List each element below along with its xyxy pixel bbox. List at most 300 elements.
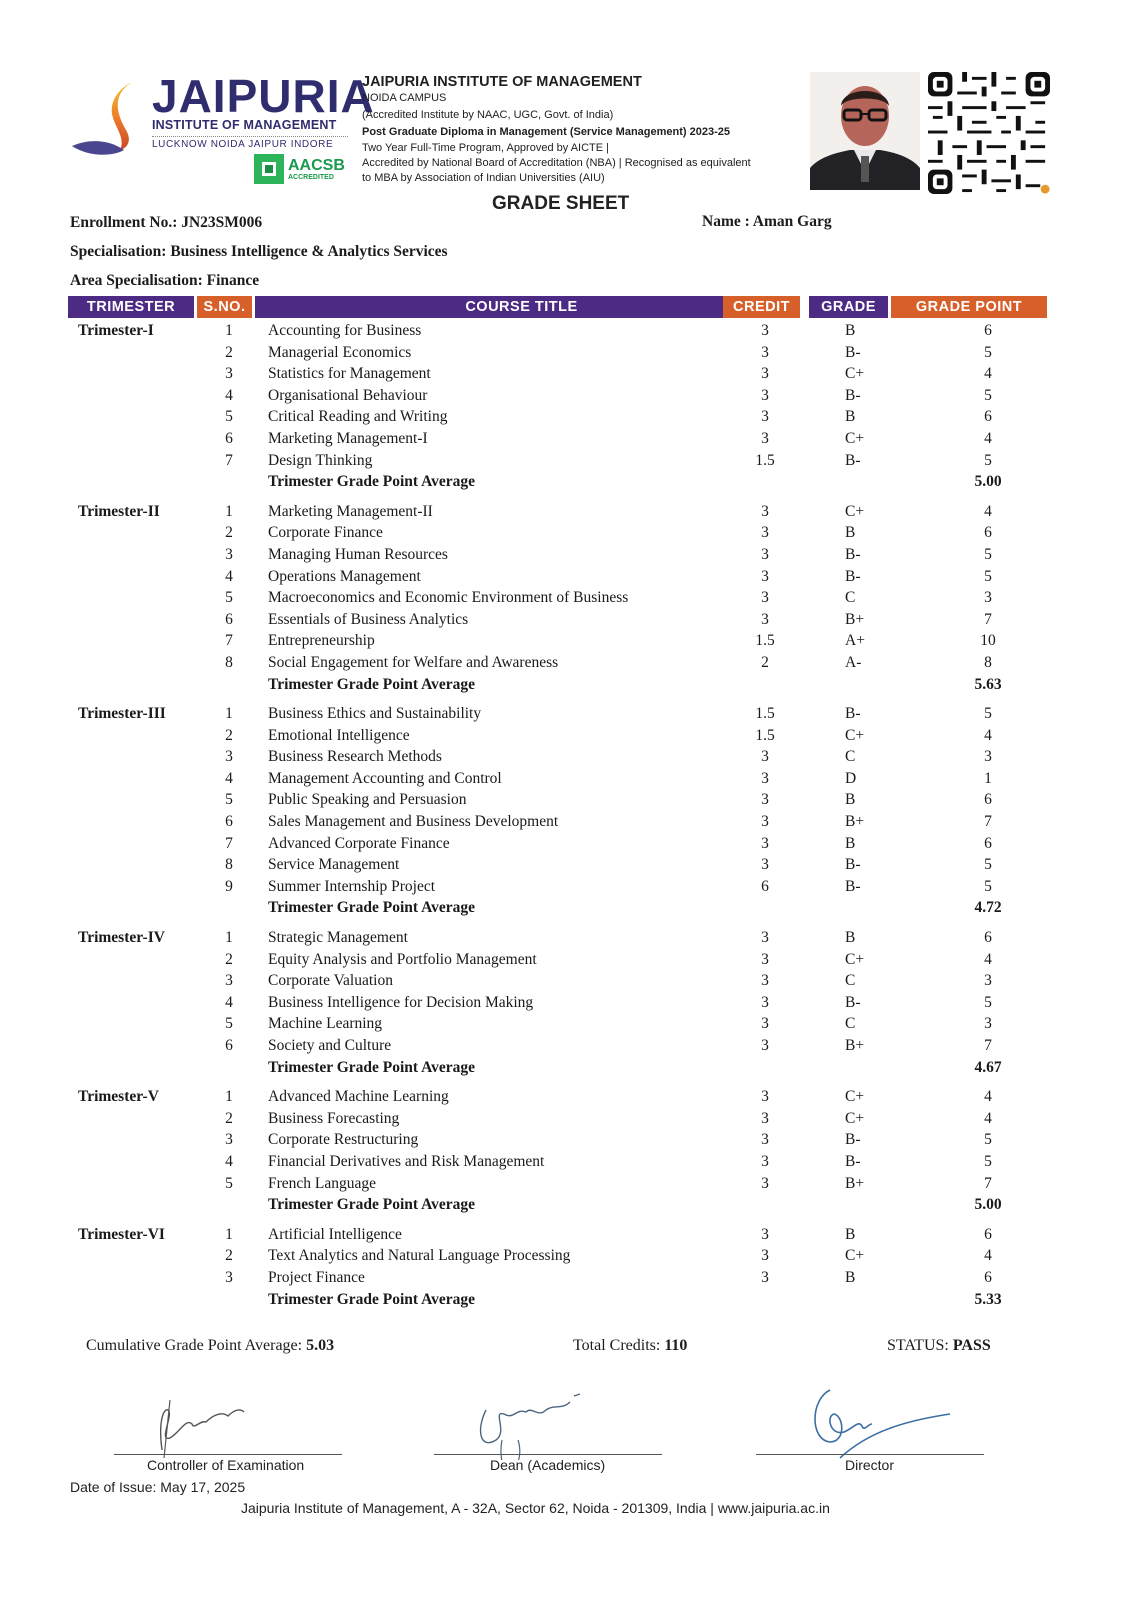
document-title: GRADE SHEET xyxy=(492,193,630,214)
course-sno: 4 xyxy=(225,386,233,404)
course-credit: 1.5 xyxy=(755,632,775,650)
course-row xyxy=(0,1267,1137,1289)
course-title: Advanced Corporate Finance xyxy=(268,834,450,852)
header-credit: CREDIT xyxy=(723,296,800,318)
course-title: Emotional Intelligence xyxy=(268,726,410,744)
course-sno: 5 xyxy=(225,1015,233,1033)
logo-wordmark: JAIPURIA xyxy=(152,70,375,122)
header-course-title: COURSE TITLE xyxy=(255,296,788,318)
course-row xyxy=(0,1151,1137,1173)
course-grade: C+ xyxy=(845,429,865,447)
qr-code-icon xyxy=(928,72,1050,194)
institute-logo xyxy=(70,70,375,192)
program-name: Post Graduate Diploma in Management (Service Management) 2023-25 xyxy=(362,126,731,138)
trimester-average-row xyxy=(0,471,1137,493)
course-credit: 3 xyxy=(761,386,769,404)
issue-date: Date of Issue: May 17, 2025 xyxy=(70,1479,246,1495)
accreditation-line: (Accredited Institute by NAAC, UGC, Govt. of India) xyxy=(362,109,614,121)
course-row xyxy=(0,501,1137,523)
course-grade: C+ xyxy=(845,1247,865,1265)
course-grade-point: 4 xyxy=(984,365,992,383)
course-sno: 2 xyxy=(225,1247,233,1265)
course-grade: C+ xyxy=(845,950,865,968)
course-grade: C+ xyxy=(845,365,865,383)
course-credit: 3 xyxy=(761,610,769,628)
aacsb-label: AACSB xyxy=(288,156,345,174)
course-grade-point: 7 xyxy=(984,813,992,831)
course-title: Marketing Management-I xyxy=(268,429,428,447)
course-row xyxy=(0,566,1137,588)
qr-code[interactable] xyxy=(928,72,1050,194)
course-credit: 3 xyxy=(761,322,769,339)
course-sno: 5 xyxy=(225,589,233,607)
trimester-block xyxy=(0,320,1137,493)
course-sno: 6 xyxy=(225,429,233,447)
course-credit: 3 xyxy=(761,1109,769,1127)
specialisation: Specialisation: Business Intelligence & Analytics Services xyxy=(70,243,448,260)
course-grade: B- xyxy=(845,877,861,895)
header-sno: S.NO. xyxy=(197,296,252,318)
course-row xyxy=(0,428,1137,450)
course-credit: 3 xyxy=(761,993,769,1011)
course-title: Organisational Behaviour xyxy=(268,386,428,404)
course-row xyxy=(0,811,1137,833)
course-grade-point: 4 xyxy=(984,726,992,744)
trimester-block xyxy=(0,703,1137,919)
course-sno: 3 xyxy=(225,545,233,563)
course-title: Text Analytics and Natural Language Processing xyxy=(268,1247,571,1265)
course-title: Business Research Methods xyxy=(268,748,442,766)
course-title: Society and Culture xyxy=(268,1037,392,1054)
course-title: Managerial Economics xyxy=(268,343,412,361)
course-sno: 5 xyxy=(225,1174,233,1192)
course-title: Advanced Machine Learning xyxy=(268,1088,449,1106)
course-row xyxy=(0,854,1137,876)
director-signature-line xyxy=(756,1454,984,1455)
course-title: Business Ethics and Sustainability xyxy=(268,705,482,723)
course-credit: 2 xyxy=(761,653,769,671)
course-grade-point: 5 xyxy=(984,993,992,1011)
trimester-average-row xyxy=(0,1194,1137,1216)
course-grade: A+ xyxy=(845,632,865,650)
course-grade-point: 5 xyxy=(984,343,992,361)
course-title: Essentials of Business Analytics xyxy=(268,610,469,628)
course-credit: 3 xyxy=(761,1247,769,1265)
course-grade-point: 5 xyxy=(984,1152,992,1170)
controller-signature-line xyxy=(114,1454,342,1455)
course-grade: B- xyxy=(845,856,861,874)
trimester-block xyxy=(0,501,1137,695)
trimester-name: Trimester-II xyxy=(78,502,160,520)
trimester-average-label: Trimester Grade Point Average xyxy=(268,899,476,917)
course-sno: 8 xyxy=(225,856,233,874)
course-row xyxy=(0,609,1137,631)
course-title: Corporate Valuation xyxy=(268,972,393,990)
course-grade-point: 3 xyxy=(984,1015,992,1033)
course-title: Strategic Management xyxy=(268,929,408,947)
course-row xyxy=(0,1035,1137,1057)
course-grade-point: 4 xyxy=(984,950,992,968)
course-title: Design Thinking xyxy=(268,451,373,469)
course-sno: 1 xyxy=(225,322,233,339)
course-grade: B+ xyxy=(845,610,865,628)
trimester-spacer xyxy=(0,695,1137,703)
course-sno: 2 xyxy=(225,726,233,744)
status-label: STATUS: xyxy=(887,1337,953,1354)
course-grade-point: 5 xyxy=(984,545,992,563)
course-credit: 3 xyxy=(761,813,769,831)
course-grade: B+ xyxy=(845,1037,865,1054)
course-title: Sales Management and Business Development xyxy=(268,813,559,831)
course-grade-point: 5 xyxy=(984,877,992,895)
trimester-average-label: Trimester Grade Point Average xyxy=(268,1058,476,1076)
course-grade-point: 5 xyxy=(984,386,992,404)
director-label: Director xyxy=(845,1457,895,1473)
course-credit: 3 xyxy=(761,834,769,852)
trimester-average-value: 4.72 xyxy=(974,899,1002,917)
trimester-average-label: Trimester Grade Point Average xyxy=(268,1290,476,1308)
course-grade-point: 7 xyxy=(984,610,992,628)
course-sno: 2 xyxy=(225,1109,233,1127)
course-row xyxy=(0,789,1137,811)
course-credit: 3 xyxy=(761,748,769,766)
course-grade: B- xyxy=(845,1152,861,1170)
course-grade-point: 10 xyxy=(980,632,996,650)
dean-signature xyxy=(462,1380,692,1460)
nba-line: Accredited by National Board of Accreditation (NBA) | Recognised as equivalent xyxy=(362,157,751,169)
header-grade: GRADE xyxy=(809,296,888,318)
course-grade: B- xyxy=(845,567,861,585)
trimester-block xyxy=(0,1224,1137,1310)
course-credit: 3 xyxy=(761,1225,769,1243)
course-sno: 4 xyxy=(225,567,233,585)
course-grade: C xyxy=(845,589,856,607)
course-credit: 3 xyxy=(761,972,769,990)
course-row xyxy=(0,725,1137,747)
course-credit: 3 xyxy=(761,567,769,585)
course-sno: 1 xyxy=(225,1225,233,1243)
course-credit: 3 xyxy=(761,1131,769,1149)
course-title: Accounting for Business xyxy=(268,322,422,339)
course-sno: 5 xyxy=(225,791,233,809)
course-row xyxy=(0,1108,1137,1130)
cgpa-value: 5.03 xyxy=(306,1337,335,1354)
trimester-average-value: 5.00 xyxy=(974,1196,1002,1214)
course-grade: B xyxy=(845,1225,856,1243)
cgpa xyxy=(86,1337,334,1355)
course-title: Summer Internship Project xyxy=(268,877,436,895)
course-grade: B+ xyxy=(845,1174,865,1192)
course-credit: 3 xyxy=(761,929,769,947)
course-credit: 3 xyxy=(761,524,769,542)
course-title: French Language xyxy=(268,1174,377,1192)
controller-signature xyxy=(140,1380,370,1460)
director-signature xyxy=(800,1380,1030,1460)
course-title: Corporate Restructuring xyxy=(268,1131,419,1149)
course-grade: B xyxy=(845,791,856,809)
trimester-block xyxy=(0,927,1137,1078)
course-title: Social Engagement for Welfare and Awareness xyxy=(268,653,559,671)
course-sno: 1 xyxy=(225,1088,233,1106)
course-title: Statistics for Management xyxy=(268,365,431,383)
course-sno: 2 xyxy=(225,950,233,968)
course-row xyxy=(0,385,1137,407)
course-grade-point: 6 xyxy=(984,524,992,542)
course-row xyxy=(0,342,1137,364)
logo-cities: LUCKNOW NOIDA JAIPUR INDORE xyxy=(152,136,348,150)
course-grade: B xyxy=(845,322,856,339)
course-sno: 3 xyxy=(225,748,233,766)
course-grade-point: 4 xyxy=(984,502,992,520)
course-title: Business Forecasting xyxy=(268,1109,400,1127)
course-grade: D xyxy=(845,769,857,787)
course-title: Service Management xyxy=(268,856,400,874)
course-grade-point: 6 xyxy=(984,1268,992,1286)
trimester-average-row xyxy=(0,1057,1137,1079)
course-row xyxy=(0,876,1137,898)
course-row xyxy=(0,1245,1137,1267)
course-row xyxy=(0,320,1137,342)
course-row xyxy=(0,992,1137,1014)
course-grade: A- xyxy=(845,653,862,671)
total-credits xyxy=(573,1337,687,1355)
campus-name: NOIDA CAMPUS xyxy=(362,92,447,104)
course-grade-point: 7 xyxy=(984,1174,992,1192)
trimester-average-label: Trimester Grade Point Average xyxy=(268,1196,476,1214)
course-title: Macroeconomics and Economic Environment of Business xyxy=(268,589,629,607)
institute-address: Jaipuria Institute of Management, A - 32A, Sector 62, Noida - 201309, India | www.jaipuria.ac.in xyxy=(241,1500,830,1516)
course-row xyxy=(0,544,1137,566)
course-credit: 3 xyxy=(761,502,769,520)
trimester-average-row xyxy=(0,674,1137,696)
course-row xyxy=(0,1013,1137,1035)
course-credit: 3 xyxy=(761,589,769,607)
course-credit: 3 xyxy=(761,408,769,426)
course-grade: C xyxy=(845,1015,856,1033)
course-sno: 7 xyxy=(225,451,233,469)
course-grade: B xyxy=(845,408,856,426)
course-title: Public Speaking and Persuasion xyxy=(268,791,467,809)
course-title: Equity Analysis and Portfolio Management xyxy=(268,950,537,968)
course-grade-point: 5 xyxy=(984,567,992,585)
course-credit: 3 xyxy=(761,769,769,787)
trimester-name: Trimester-IV xyxy=(78,929,165,947)
course-grade: B- xyxy=(845,993,861,1011)
course-sno: 3 xyxy=(225,1131,233,1149)
credits-value: 110 xyxy=(664,1337,688,1354)
course-row xyxy=(0,927,1137,949)
course-row xyxy=(0,833,1137,855)
course-grade-point: 3 xyxy=(984,589,992,607)
course-credit: 3 xyxy=(761,1037,769,1054)
course-grade-point: 3 xyxy=(984,748,992,766)
course-sno: 3 xyxy=(225,365,233,383)
trimester-name: Trimester-III xyxy=(78,705,166,723)
course-credit: 3 xyxy=(761,1268,769,1286)
flame-logo-icon xyxy=(70,78,150,158)
dean-signature-line xyxy=(434,1454,662,1455)
course-sno: 7 xyxy=(225,834,233,852)
course-credit: 1.5 xyxy=(755,451,775,469)
course-credit: 3 xyxy=(761,343,769,361)
institute-info xyxy=(362,74,812,186)
dean-label: Dean (Academics) xyxy=(490,1457,606,1473)
course-credit: 3 xyxy=(761,1152,769,1170)
aacsb-badge xyxy=(254,154,345,184)
course-grade: B+ xyxy=(845,813,865,831)
status-value: PASS xyxy=(952,1337,991,1354)
course-grade-point: 5 xyxy=(984,705,992,723)
course-grade-point: 5 xyxy=(984,856,992,874)
course-grade: C+ xyxy=(845,1109,865,1127)
trimester-spacer xyxy=(0,493,1137,501)
course-sno: 1 xyxy=(225,929,233,947)
course-sno: 1 xyxy=(225,502,233,520)
course-grade: B- xyxy=(845,705,861,723)
course-grade: B- xyxy=(845,386,861,404)
course-row xyxy=(0,768,1137,790)
course-grade: C+ xyxy=(845,1088,865,1106)
course-grade: B xyxy=(845,929,856,947)
course-credit: 3 xyxy=(761,950,769,968)
course-credit: 6 xyxy=(761,877,769,895)
course-row xyxy=(0,1086,1137,1108)
result-status xyxy=(887,1337,991,1355)
course-row xyxy=(0,630,1137,652)
course-grade: B xyxy=(845,524,856,542)
trimester-block xyxy=(0,1086,1137,1216)
course-title: Corporate Finance xyxy=(268,524,383,542)
course-credit: 3 xyxy=(761,1088,769,1106)
course-grade-point: 4 xyxy=(984,1088,992,1106)
course-sno: 7 xyxy=(225,632,233,650)
cgpa-label: Cumulative Grade Point Average: xyxy=(86,1337,307,1354)
course-sno: 4 xyxy=(225,993,233,1011)
trimester-average-label: Trimester Grade Point Average xyxy=(268,473,476,491)
student-photo xyxy=(810,72,920,190)
aiu-line: to MBA by Association of Indian Universities (AIU) xyxy=(362,172,605,184)
course-grade: B- xyxy=(845,451,861,469)
course-grade-point: 1 xyxy=(984,769,992,787)
course-grade-point: 4 xyxy=(984,429,992,447)
course-sno: 8 xyxy=(225,653,233,671)
trimester-name: Trimester-VI xyxy=(78,1225,165,1243)
credits-label: Total Credits: xyxy=(573,1337,665,1354)
course-grade-point: 6 xyxy=(984,929,992,947)
controller-label: Controller of Examination xyxy=(147,1457,305,1473)
trimester-name: Trimester-V xyxy=(78,1088,159,1106)
course-grade-point: 3 xyxy=(984,972,992,990)
course-row xyxy=(0,949,1137,971)
course-sno: 2 xyxy=(225,524,233,542)
course-credit: 3 xyxy=(761,1015,769,1033)
area-specialisation: Area Specialisation: Finance xyxy=(70,272,260,289)
course-sno: 2 xyxy=(225,343,233,361)
course-sno: 3 xyxy=(225,972,233,990)
course-title: Business Intelligence for Decision Making xyxy=(268,993,534,1011)
course-sno: 6 xyxy=(225,1037,233,1054)
course-grade: C+ xyxy=(845,502,865,520)
course-sno: 6 xyxy=(225,610,233,628)
trimester-spacer xyxy=(0,919,1137,927)
enrollment-number: Enrollment No.: JN23SM006 xyxy=(70,214,263,231)
course-grade: B- xyxy=(845,1131,861,1149)
course-grade-point: 4 xyxy=(984,1247,992,1265)
course-title: Machine Learning xyxy=(268,1015,383,1033)
course-row xyxy=(0,363,1137,385)
trimester-average-row xyxy=(0,1289,1137,1311)
trimester-average-value: 5.33 xyxy=(974,1290,1002,1308)
course-title: Operations Management xyxy=(268,567,421,585)
header-grade-point: GRADE POINT xyxy=(891,296,1047,318)
course-grade-point: 7 xyxy=(984,1037,992,1054)
trimester-spacer xyxy=(0,1078,1137,1086)
course-grade: C+ xyxy=(845,726,865,744)
course-grade-point: 4 xyxy=(984,1109,992,1127)
course-row xyxy=(0,450,1137,472)
trimester-average-row xyxy=(0,897,1137,919)
trimester-average-value: 5.00 xyxy=(974,473,1002,491)
course-sno: 6 xyxy=(225,813,233,831)
course-title: Critical Reading and Writing xyxy=(268,408,448,426)
course-credit: 3 xyxy=(761,856,769,874)
course-grade-point: 5 xyxy=(984,1131,992,1149)
course-grade: B xyxy=(845,1268,856,1286)
course-title: Project Finance xyxy=(268,1268,365,1286)
course-row xyxy=(0,522,1137,544)
course-grade-point: 6 xyxy=(984,408,992,426)
course-credit: 3 xyxy=(761,1174,769,1192)
logo-subtitle: INSTITUTE OF MANAGEMENT xyxy=(152,118,337,132)
course-row xyxy=(0,587,1137,609)
course-title: Financial Derivatives and Risk Management xyxy=(268,1152,545,1170)
trimester-spacer xyxy=(0,1216,1137,1224)
course-title: Entrepreneurship xyxy=(268,632,375,650)
course-credit: 3 xyxy=(761,429,769,447)
course-credit: 3 xyxy=(761,545,769,563)
course-grade: B xyxy=(845,834,856,852)
course-credit: 3 xyxy=(761,791,769,809)
approval-line: Two Year Full-Time Program, Approved by AICTE | xyxy=(362,142,609,154)
course-grade-point: 6 xyxy=(984,834,992,852)
course-row xyxy=(0,406,1137,428)
trimester-average-value: 4.67 xyxy=(974,1058,1002,1076)
course-grade: B- xyxy=(845,343,861,361)
course-row xyxy=(0,1173,1137,1195)
course-sno: 5 xyxy=(225,408,233,426)
course-row xyxy=(0,652,1137,674)
course-grade-point: 6 xyxy=(984,1225,992,1243)
aacsb-accredited-label: ACCREDITED xyxy=(288,173,334,181)
course-grade: B- xyxy=(845,545,861,563)
course-grade: C xyxy=(845,748,856,766)
course-title: Marketing Management-II xyxy=(268,502,433,520)
course-title: Artificial Intelligence xyxy=(268,1225,402,1243)
trimester-average-value: 5.63 xyxy=(974,675,1002,693)
course-grade-point: 6 xyxy=(984,322,992,339)
person-photo-icon xyxy=(810,72,920,190)
course-row xyxy=(0,703,1137,725)
course-grade-point: 6 xyxy=(984,791,992,809)
course-title: Management Accounting and Control xyxy=(268,769,502,787)
course-row xyxy=(0,970,1137,992)
institute-name: JAIPURIA INSTITUTE OF MANAGEMENT xyxy=(362,74,642,90)
course-title: Managing Human Resources xyxy=(268,545,448,563)
course-row xyxy=(0,1224,1137,1246)
course-credit: 1.5 xyxy=(755,705,775,723)
course-row xyxy=(0,746,1137,768)
course-row xyxy=(0,1129,1137,1151)
